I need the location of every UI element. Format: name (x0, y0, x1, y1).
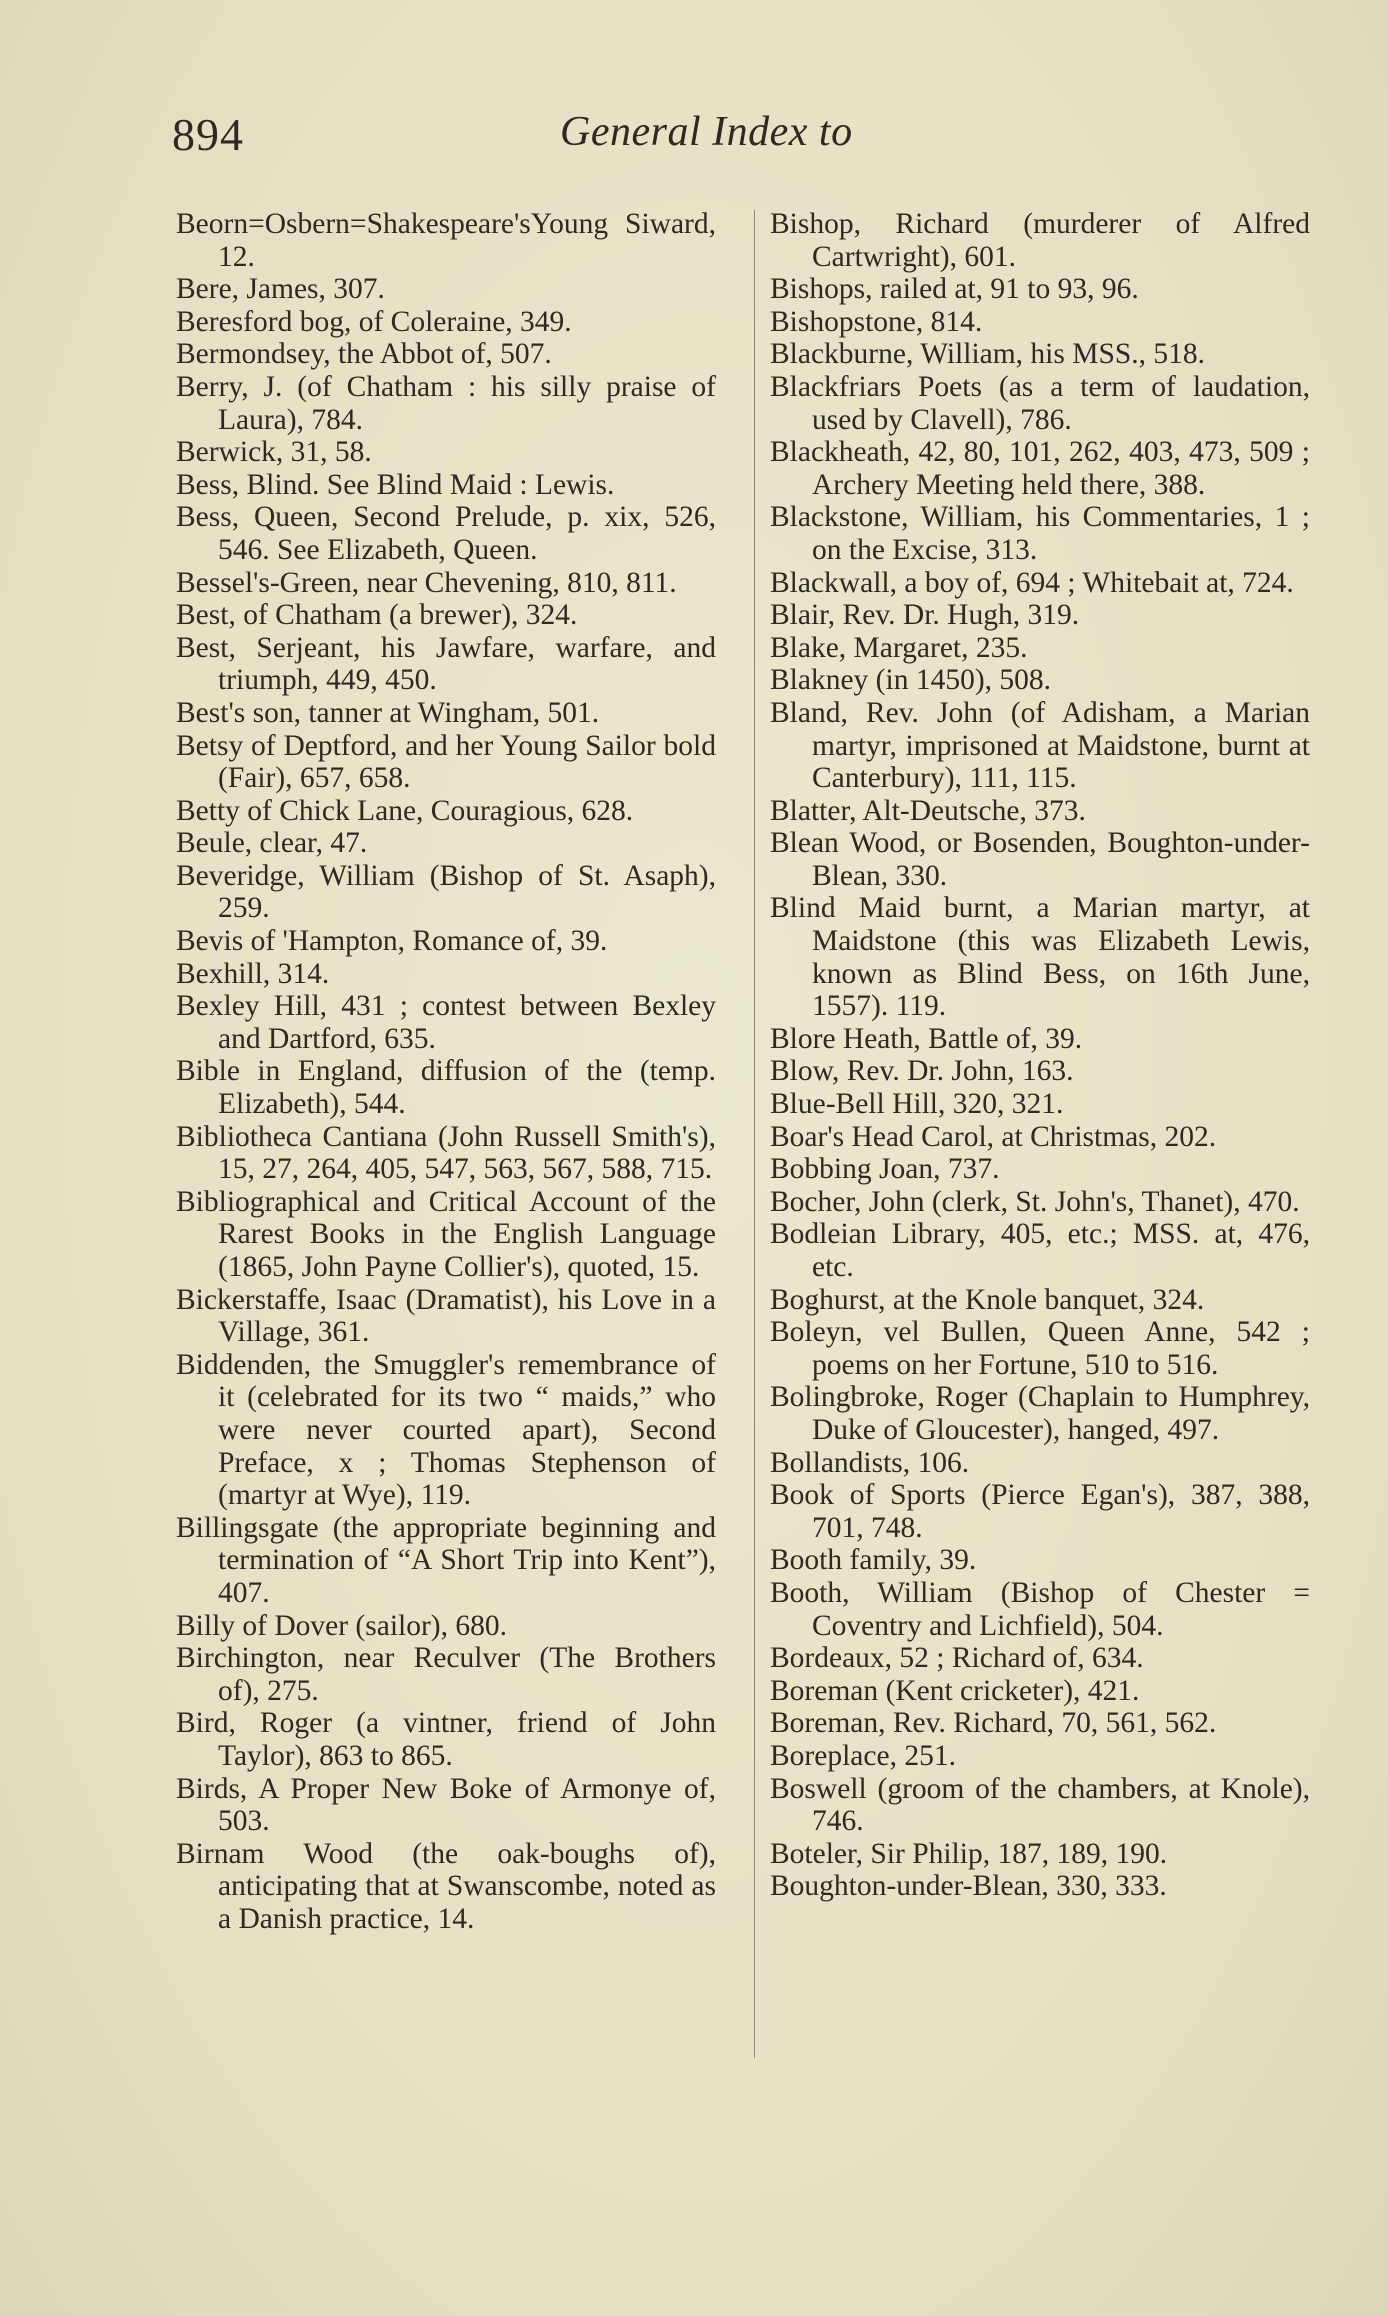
index-entry: Bolingbroke, Roger (Chaplain to Humphrey, Duke of Gloucester), hanged, 497. (770, 1381, 1310, 1446)
index-entry: Birchington, near Reculver (The Brothers of), 275. (176, 1642, 716, 1707)
index-entry: Booth, William (Bishop of Chester = Coventry and Lichfield), 504. (770, 1576, 1310, 1642)
index-entry: Bessel's-Green, near Chevening, 810, 811. (176, 566, 677, 599)
index-entry: Blind Maid burnt, a Marian martyr, at Maidstone (this was Elizabeth Lewis, known as Blind Bess, on 16th June, 1557). 119. (770, 892, 1310, 1023)
index-entry: Bibliotheca Cantiana (John Russell Smith's), 15, 27, 264, 405, 547, 563, 567, 588, 715. (176, 1120, 716, 1186)
index-entry: Bevis of 'Hampton, Romance of, 39. (176, 925, 608, 958)
column-divider (754, 210, 755, 2058)
index-entry: Betty of Chick Lane, Couragious, 628. (176, 794, 634, 827)
running-head: General Index to (560, 109, 853, 155)
index-entry: Bermondsey, the Abbot of, 507. (176, 338, 552, 371)
index-entry: Bodleian Library, 405, etc.; MSS. at, 476, etc. (770, 1218, 1310, 1283)
index-entry: Best's son, tanner at Wingham, 501. (176, 696, 600, 729)
index-entry: Bess, Blind. See Blind Maid : Lewis. (176, 468, 615, 501)
index-entry: Blakney (in 1450), 508. (770, 664, 1052, 697)
index-entry: Blackheath, 42, 80, 101, 262, 403, 473, 509 ; Archery Meeting held there, 388. (770, 436, 1310, 501)
index-entry: Boar's Head Carol, at Christmas, 202. (770, 1120, 1217, 1153)
index-entry: Boleyn, vel Bullen, Queen Anne, 542 ; poems on her Fortune, 510 to 516. (770, 1316, 1310, 1381)
index-entry: Bexhill, 314. (176, 957, 330, 990)
index-entry: Berry, J. (of Chatham : his silly praise of Laura), 784. (176, 370, 716, 436)
index-entry: Bird, Roger (a vintner, friend of John Taylor), 863 to 865. (176, 1707, 716, 1772)
index-entry: Bickerstaffe, Isaac (Dramatist), his Love in a Village, 361. (176, 1283, 716, 1349)
index-entry: Boteler, Sir Philip, 187, 189, 190. (770, 1837, 1168, 1870)
index-entry: Beule, clear, 47. (176, 827, 368, 860)
index-entry: Bexley Hill, 431 ; contest between Bexley and Dartford, 635. (176, 990, 716, 1055)
index-entry: Blake, Margaret, 235. (770, 631, 1028, 664)
index-entry: Blatter, Alt-Deutsche, 373. (770, 794, 1086, 827)
index-entry: Blackfriars Poets (as a term of laudation, used by Clavell), 786. (770, 370, 1310, 436)
index-entry: Birnam Wood (the oak-boughs of), anticipating that at Swanscombe, noted as a Danish practice, 14. (176, 1837, 716, 1935)
index-entry: Bland, Rev. John (of Adisham, a Marian martyr, imprisoned at Maidstone, burnt at Canterbury), 111, 115. (770, 696, 1310, 795)
index-entry: Book of Sports (Pierce Egan's), 387, 388, 701, 748. (770, 1479, 1310, 1544)
index-entry: Blow, Rev. Dr. John, 163. (770, 1055, 1074, 1088)
index-entry: Blackburne, William, his MSS., 518. (770, 338, 1206, 371)
index-entry: Berwick, 31, 58. (176, 436, 372, 469)
index-entry: Boreman (Kent cricketer), 421. (770, 1674, 1140, 1707)
index-entry: Boreman, Rev. Richard, 70, 561, 562. (770, 1707, 1217, 1740)
index-entry: Biddenden, the Smuggler's remembrance of it (celebrated for its two “ maids,” who were never courted apart), Second Preface, x ; Thomas Stephenson of (martyr at Wye), 119. (176, 1348, 716, 1512)
page-number: 894 (172, 109, 244, 160)
index-entry: Billingsgate (the appropriate beginning and termination of “A Short Trip into Kent”), 407. (176, 1511, 716, 1609)
index-entry: Bishops, railed at, 91 to 93, 96. (770, 273, 1139, 306)
right-index-column (770, 208, 1310, 1903)
index-entry: Bishopstone, 814. (770, 305, 983, 338)
index-entry: Birds, A Proper New Boke of Armonye of, 503. (176, 1772, 716, 1838)
index-entry: Bishop, Richard (murderer of Alfred Cartwright), 601. (770, 208, 1310, 273)
index-entry: Blackwall, a boy of, 694 ; Whitebait at, 724. (770, 566, 1294, 599)
index-entry: Best, Serjeant, his Jawfare, warfare, and triumph, 449, 450. (176, 631, 716, 697)
index-entry: Bibliographical and Critical Account of the Rarest Books in the English Language (1865, John Payne Collier's), quoted, 15. (176, 1185, 716, 1283)
index-entry: Booth family, 39. (770, 1544, 977, 1577)
index-entry: Blean Wood, or Bosenden, Boughton-under-Blean, 330. (770, 827, 1310, 892)
index-entry: Boghurst, at the Knole banquet, 324. (770, 1283, 1205, 1316)
index-entry: Bobbing Joan, 737. (770, 1153, 1000, 1186)
index-entry: Beresford bog, of Coleraine, 349. (176, 305, 572, 338)
index-entry: Boswell (groom of the chambers, at Knole), 746. (770, 1772, 1310, 1838)
index-entry: Beorn=Osbern=Shakespeare'sYoung Siward, 12. (176, 208, 716, 273)
index-entry: Beveridge, William (Bishop of St. Asaph), 259. (176, 859, 716, 925)
index-entry: Boughton-under-Blean, 330, 333. (770, 1870, 1167, 1903)
index-entry: Bollandists, 106. (770, 1446, 970, 1479)
index-entry: Billy of Dover (sailor), 680. (176, 1609, 507, 1642)
index-entry: Blair, Rev. Dr. Hugh, 319. (770, 599, 1080, 632)
index-entry: Bere, James, 307. (176, 273, 385, 306)
index-entry: Boreplace, 251. (770, 1739, 956, 1772)
index-entry: Best, of Chatham (a brewer), 324. (176, 599, 578, 632)
index-entry: Bordeaux, 52 ; Richard of, 634. (770, 1642, 1144, 1675)
index-entry: Bess, Queen, Second Prelude, p. xix, 526, 546. See Elizabeth, Queen. (176, 501, 716, 566)
index-entry: Blore Heath, Battle of, 39. (770, 1022, 1083, 1055)
index-entry: Blue-Bell Hill, 320, 321. (770, 1088, 1064, 1121)
index-entry: Blackstone, William, his Commentaries, 1 ; on the Excise, 313. (770, 501, 1310, 566)
index-entry: Betsy of Deptford, and her Young Sailor bold (Fair), 657, 658. (176, 729, 716, 795)
index-entry: Bocher, John (clerk, St. John's, Thanet), 470. (770, 1185, 1300, 1218)
left-index-column (176, 208, 716, 1935)
index-entry: Bible in England, diffusion of the (temp. Elizabeth), 544. (176, 1055, 716, 1121)
